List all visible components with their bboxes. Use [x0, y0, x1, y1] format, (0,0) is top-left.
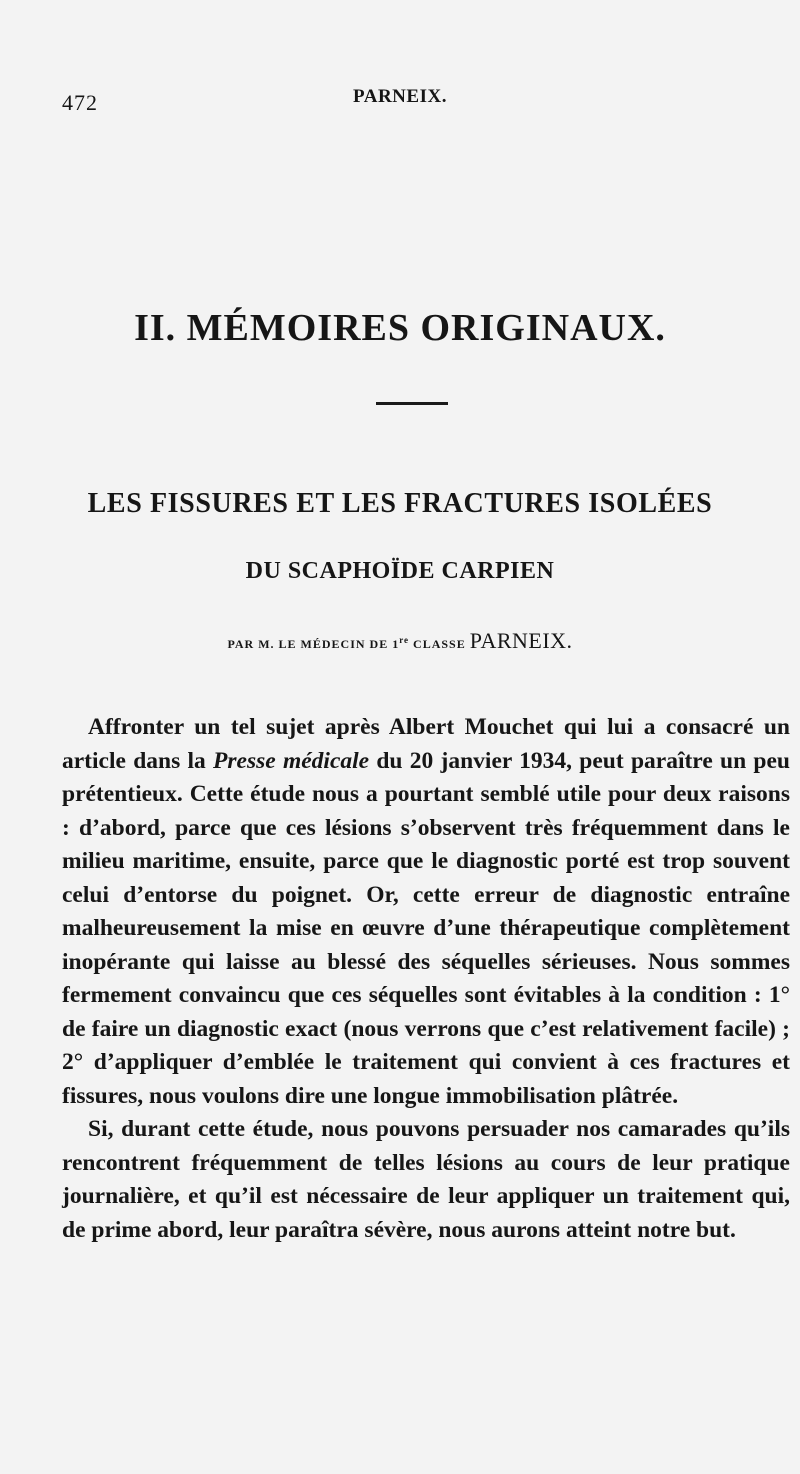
paragraph-2: Si, durant cette étude, nous pouvons persuader nos camarades qu’ils rencontrent fréquemment de telles lésions au cours de leur pratique journalière, et qu’il est nécessaire de leur appliquer un traitement qui, de prime abord, leur paraîtra sévère, nous aurons atteint notre but. — [62, 1116, 790, 1243]
page-number: 472 — [62, 90, 98, 115]
article-subtitle: DU SCAPHOÏDE CARPIEN — [245, 558, 555, 584]
article-body — [62, 711, 790, 1247]
paragraph-1 — [62, 711, 790, 1113]
section-divider — [376, 402, 448, 405]
byline-prefix: PAR M. LE MÉDECIN DE 1 — [227, 637, 400, 651]
byline-author: PARNEIX. — [469, 628, 573, 653]
running-head: PARNEIX. — [353, 86, 447, 107]
journal-title: Presse médicale — [213, 747, 370, 774]
section-title: II. MÉMOIRES ORIGINAUX. — [134, 307, 666, 349]
article-title: LES FISSURES ET LES FRACTURES ISOLÉES — [87, 488, 713, 519]
paragraph-1-part-1: Affronter un tel sujet après Albert Mouchet qui lui a consacré un article dans la — [62, 714, 790, 774]
byline — [0, 628, 800, 654]
byline-superscript: re — [399, 635, 410, 645]
byline-class: CLASSE — [409, 637, 470, 651]
paragraph-1-part-2: du 20 janvier 1934, peut paraître un peu prétentieux. Cette étude nous a pourtant semblé utile pour deux raisons : d’abord, parce que ces lésions s’observent très fréquemment dans le milieu maritime, ensuite, parce que le diagnostic porté est trop souvent celui d’entorse du poignet. Or, cette erreur de diagnostic entraîne malheureusement la mise en œuvre d’une thérapeutique complètement inopérante qui laisse au blessé des séquelles sérieuses. Nous sommes fermement convaincu que ces séquelles sont évitables à la condition : 1° de faire un diagnostic exact (nous verrons que c’est relativement facile) ; 2° d’appliquer d’emblée le traitement qui convient à ces fractures et fissures, nous voulons dire une longue immobilisation plâtrée. — [62, 747, 790, 1109]
